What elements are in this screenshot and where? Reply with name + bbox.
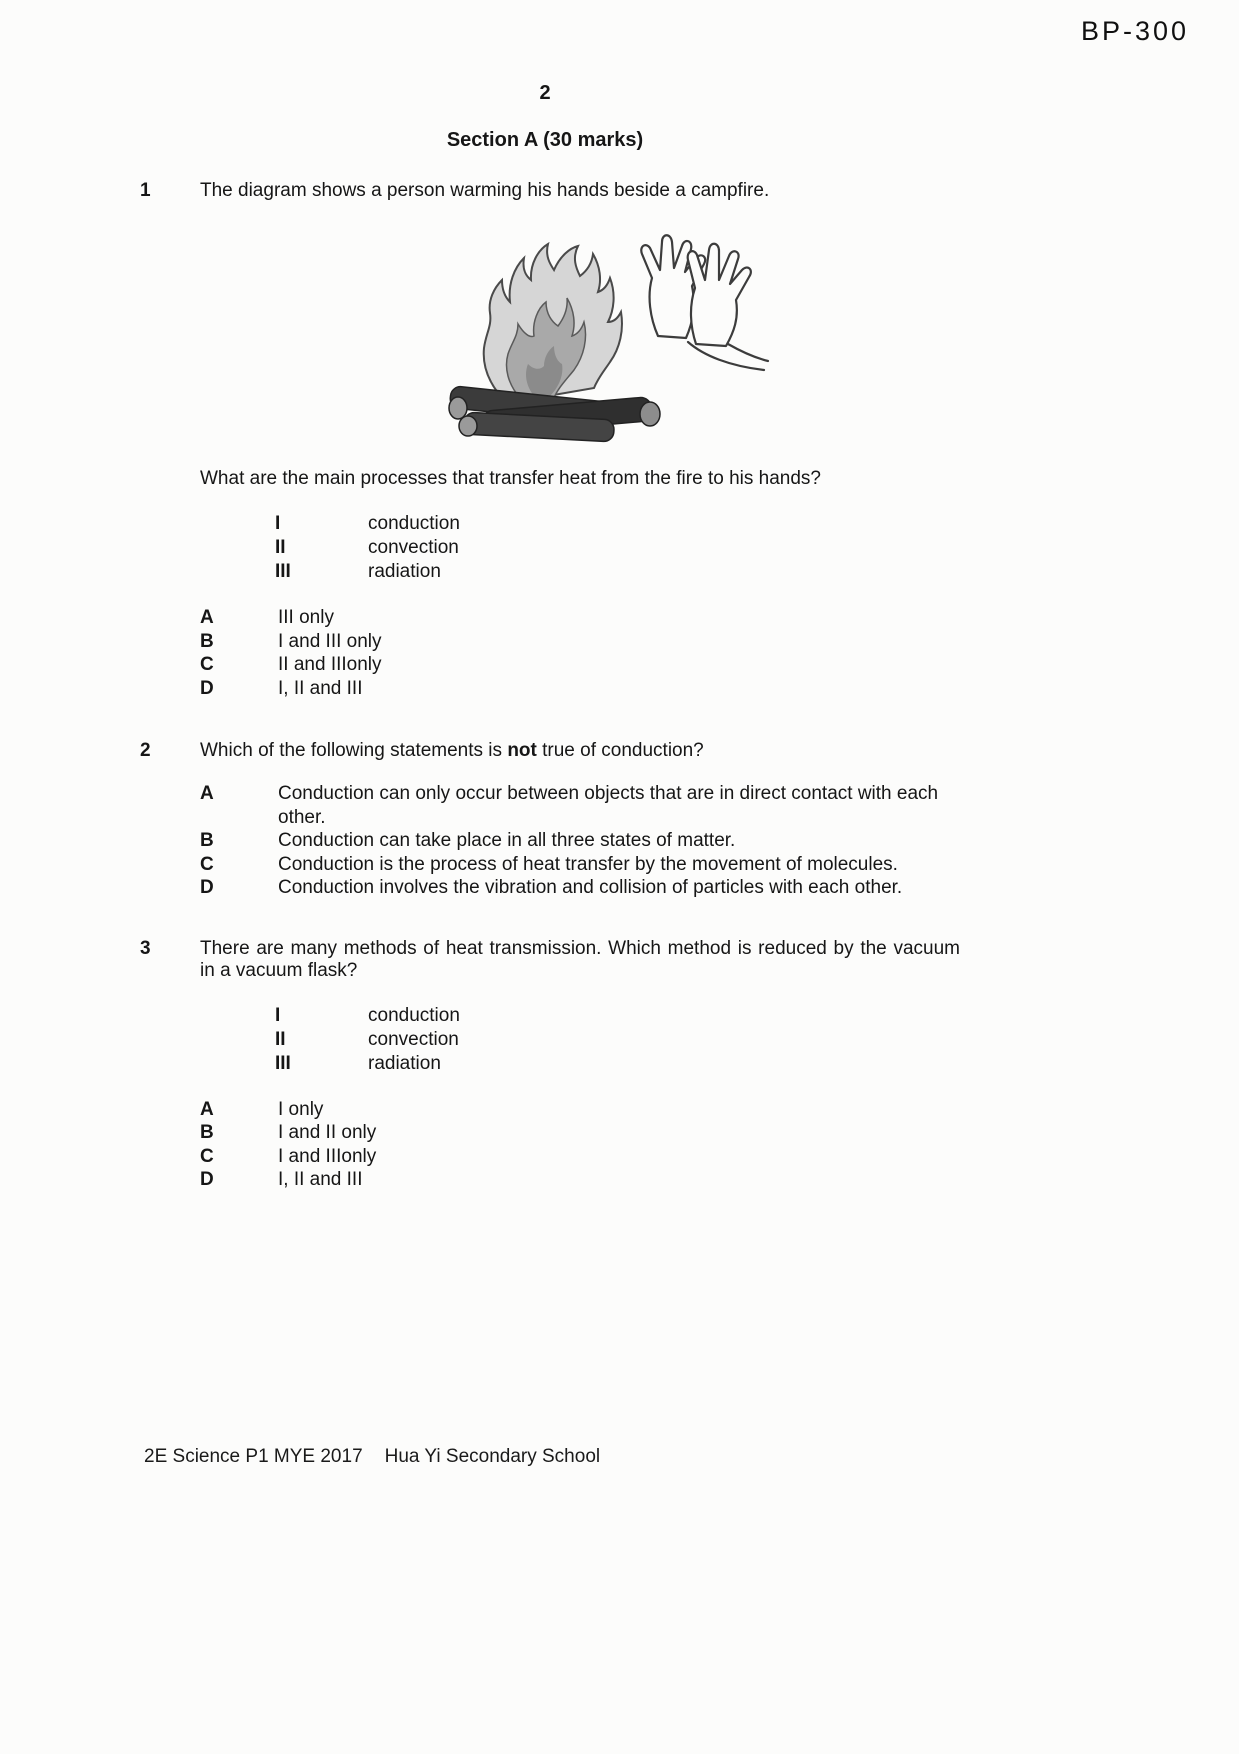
campfire-hands-diagram <box>412 218 960 454</box>
option-text: I and IIIonly <box>278 1145 377 1167</box>
question-number: 1 <box>140 180 151 201</box>
option-text: Conduction can take place in all three states of matter. <box>278 830 736 851</box>
option-row <box>200 829 960 853</box>
roman-item <box>275 1004 960 1028</box>
roman-list <box>200 512 960 584</box>
question-text: There are many methods of heat transmission. Which method is reduced by the vacuum in a vacuum flask? <box>200 937 960 981</box>
option-list <box>200 1098 960 1192</box>
option-text: I and II only <box>278 1122 377 1143</box>
roman-item <box>275 1028 960 1052</box>
footer-paper-title: 2E Science P1 MYE 2017 <box>144 1446 363 1467</box>
roman-label: radiation <box>368 1052 441 1074</box>
roman-numeral: I <box>275 1004 281 1026</box>
option-list <box>200 782 960 900</box>
question-3 <box>140 938 1100 1192</box>
question-text-prefix: Which of the following statements is <box>200 740 508 761</box>
question-text-bold: not <box>507 740 537 761</box>
option-row <box>200 1168 960 1192</box>
question-number: 2 <box>140 740 151 761</box>
roman-numeral: III <box>275 561 291 582</box>
roman-label: convection <box>368 537 459 558</box>
option-letter: D <box>200 1169 214 1190</box>
roman-item <box>275 1052 960 1076</box>
option-row <box>200 876 960 900</box>
option-letter: D <box>200 677 214 699</box>
roman-label: conduction <box>368 513 460 534</box>
roman-list <box>200 1004 960 1076</box>
question-2 <box>140 740 1100 900</box>
question-body <box>200 938 960 1192</box>
option-text: I and III only <box>278 630 382 652</box>
option-text: I only <box>278 1098 324 1120</box>
option-row <box>200 782 960 829</box>
option-text: III only <box>278 607 334 628</box>
option-letter: C <box>200 654 214 675</box>
question-text <box>200 740 960 762</box>
campfire-hands-illustration <box>412 218 772 448</box>
option-letter: A <box>200 783 214 804</box>
roman-numeral: II <box>275 1028 286 1050</box>
question-number: 3 <box>140 937 151 959</box>
option-text: I, II and III <box>278 677 363 699</box>
roman-numeral: III <box>275 1052 291 1074</box>
option-text: Conduction is the process of heat transfer by the movement of molecules. <box>278 853 898 875</box>
option-letter: B <box>200 830 214 851</box>
option-row <box>200 853 960 877</box>
question-1 <box>140 180 1100 700</box>
option-letter: C <box>200 1145 214 1167</box>
option-letter: B <box>200 1122 214 1143</box>
section-title: Section A (30 marks) <box>446 129 644 151</box>
question-body <box>200 740 960 900</box>
option-letter: B <box>200 630 214 652</box>
option-row <box>200 1098 960 1122</box>
page-number: 2 <box>539 82 551 104</box>
page-header <box>140 82 950 152</box>
page-footer <box>144 1446 600 1468</box>
bp-code: BP-300 <box>1080 16 1189 46</box>
roman-numeral: II <box>275 537 286 558</box>
option-row <box>200 677 960 701</box>
option-list <box>200 606 960 700</box>
option-row <box>200 653 960 677</box>
option-letter: A <box>200 1098 214 1120</box>
option-row <box>200 1145 960 1169</box>
roman-item <box>275 536 960 560</box>
question-body <box>200 180 960 700</box>
footer-school-name: Hua Yi Secondary School <box>384 1446 601 1467</box>
option-letter: A <box>200 607 214 628</box>
option-row <box>200 606 960 630</box>
roman-item <box>275 512 960 536</box>
question-text-suffix: true of conduction? <box>536 740 704 761</box>
question-text: The diagram shows a person warming his hands beside a campfire. <box>200 180 770 201</box>
option-row <box>200 630 960 654</box>
option-row <box>200 1121 960 1145</box>
option-text: Conduction involves the vibration and collision of particles with each other. <box>278 877 903 898</box>
roman-item <box>275 560 960 584</box>
option-text: Conduction can only occur between objects that are in direct contact with each other. <box>278 783 939 828</box>
question-prompt: What are the main processes that transfer heat from the fire to his hands? <box>200 468 821 489</box>
roman-label: conduction <box>368 1004 460 1026</box>
option-text: II and IIIonly <box>278 654 382 675</box>
roman-numeral: I <box>275 513 281 534</box>
roman-label: convection <box>368 1028 459 1050</box>
option-letter: C <box>200 853 214 875</box>
roman-label: radiation <box>368 561 441 582</box>
warming-hands <box>641 235 768 370</box>
option-text: I, II and III <box>278 1169 363 1190</box>
option-letter: D <box>200 877 214 898</box>
